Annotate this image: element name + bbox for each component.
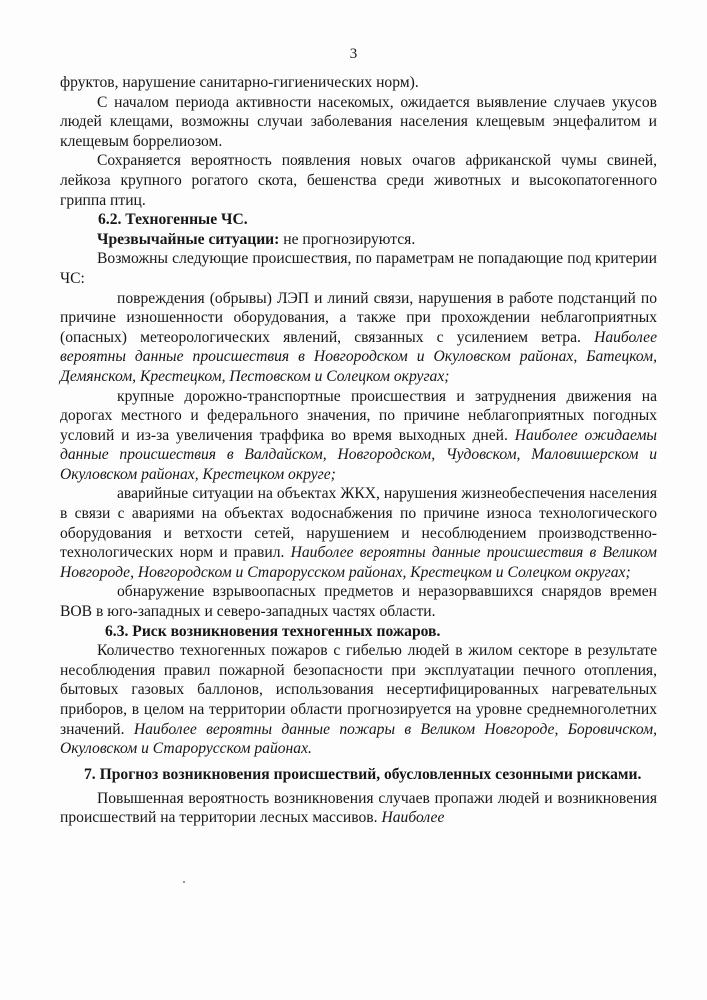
road-accidents-text: крупные дорожно-транспортные происшествия и затруднения движения на дорогах местного и федерального значения, по причине неблагоприятных погодных условий и из-за увеличения траффика во время выходных дней.: [60, 387, 657, 444]
utilities-text: аварийные ситуации на объектах ЖКХ, нарушения жизнеобеспечения населения в связи с авариями на объектах водоснабжения по причине износа технологического оборудования и ветхости сетей, нарушением и несоблюдением производственно-технологических норм и правил.: [60, 485, 657, 562]
paragraph-animal-diseases: Сохраняется вероятность появления новых очагов африканской чумы свиней, лейкоза крупного рогатого скота, бешенства среди животных и высокопатогенного гриппа птиц.: [60, 152, 657, 209]
power-lines-text: повреждения (обрывы) ЛЭП и линий связи, нарушения в работе подстанций по причине изношенности оборудования, а также при прохождении неблагоприятных (опасных) метеорологических явлений, связанных с усилением ветра.: [60, 289, 657, 346]
paragraph-fruits: фруктов, нарушение санитарно-гигиенических норм).: [60, 74, 419, 91]
section-heading-6-3: 6.3. Риск возникновения техногенных пожаров.: [105, 622, 441, 640]
section-heading-7: [60, 765, 657, 785]
page-number: 3: [349, 46, 358, 62]
paragraph-possible-incidents: Возможны следующие происшествия, по параметрам не попадающие под критерии ЧС:: [60, 250, 657, 287]
section-heading-6-2: 6.2. Техногенные ЧС.: [98, 211, 248, 229]
power-lines-areas: Наиболее вероятны данные происшествия в Новгородском и Окуловском районах, Батецком, Демянском, Крестецком, Пестовском и Солецком округах;: [60, 328, 657, 385]
paragraph-emergencies: [60, 230, 657, 250]
paragraph-missing-people: [60, 789, 657, 828]
paragraph-power-lines: [60, 289, 657, 387]
road-accidents-areas: Наиболее ожидаемы данные происшествия в Валдайском, Новгородском, Чудовском, Маловишерском и Окуловском районах, Крестецком округе;: [60, 426, 657, 483]
scan-speck: [183, 881, 185, 883]
missing-people-italic: Наиболее: [381, 809, 445, 827]
paragraph-road-accidents: [60, 387, 657, 485]
paragraph-fires: [60, 641, 657, 759]
paragraph-explosives: обнаружение взрывоопасных предметов и неразорвавшихся снарядов времен ВОВ в юго-западных и северо-западных частях области.: [60, 583, 657, 621]
emergencies-lead: Чрезвычайные ситуации:: [97, 230, 280, 248]
section-heading-7-text: 7. Прогноз возникновения происшествий, обусловленных сезонными рисками.: [84, 765, 642, 783]
paragraph-utilities: [60, 484, 657, 582]
utilities-areas: Наиболее вероятны данные происшествия в Великом Новгороде, Новгородском и Старорусском районах, Крестецком и Солецком округах;: [60, 544, 657, 581]
document-body: [60, 73, 657, 828]
paragraph-ticks: С началом периода активности насекомых, ожидается выявление случаев укусов людей клещами, возможны случаи заболевания населения клещевым энцефалитом и клещевым боррелиозом.: [60, 93, 657, 150]
emergencies-rest: не прогнозируются.: [279, 230, 416, 248]
fires-areas: Наиболее вероятны данные пожары в Великом Новгороде, Боровичском, Окуловском и Старорусском районах.: [60, 720, 657, 758]
fires-text: Количество техногенных пожаров с гибелью людей в жилом секторе в результате несоблюдения правил пожарной безопасности при эксплуатации печного отопления, бытовых газовых баллонов, использования несертифицированных нагревательных приборов, в целом на территории области прогнозируется на уровне среднемноголетних значений.: [60, 642, 657, 738]
missing-people-text: Повышенная вероятность возникновения случаев пропажи людей и возникновения происшествий на территории лесных массивов.: [60, 789, 657, 827]
